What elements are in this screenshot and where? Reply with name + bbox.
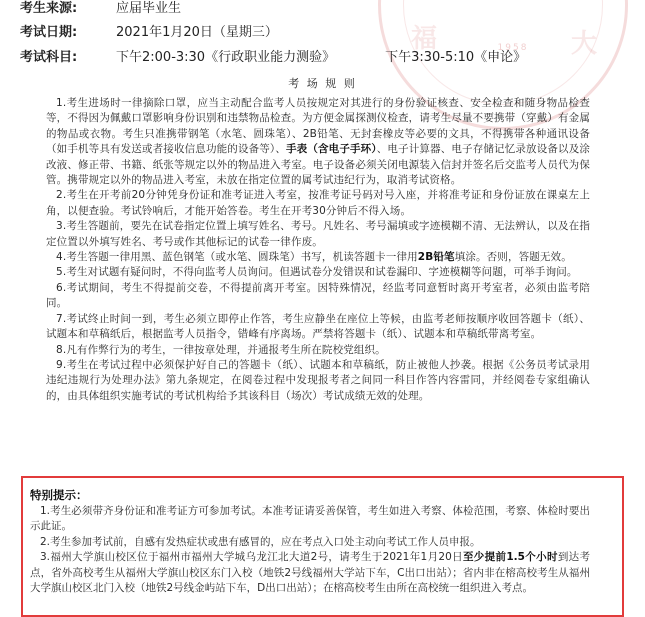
rule-text: 、电子计算器、电子存储记忆录放设备以及涂改液、修正带、书籍、纸张等规定以外的物品进入考室。电子设备必须关闭电源装入信封并签名后交监考人员代为保管。携带规定以外的物品进入考室，未放在指定位置的属考试违纪行为，取消考试资格。 bbox=[46, 143, 591, 187]
candidate-source-row bbox=[20, 0, 181, 18]
special-notice-title: 特别提示： bbox=[30, 488, 88, 502]
special-notice-list bbox=[30, 504, 590, 596]
rule-item bbox=[46, 250, 590, 265]
exam-room-rules bbox=[46, 96, 590, 404]
rule-item bbox=[46, 96, 590, 188]
rule-emphasis: 手表（含电子手环） bbox=[286, 143, 377, 156]
rule-item: 7.考试终止时间一到，考生必须立即停止作答，考生应静坐在座位上等候，由监考老师按顺序收回答题卡（纸）、试题本和草稿纸后，根据监考人员指令，错峰有序离场。严禁将答题卡（纸）、试题本和草稿纸带离考室。 bbox=[46, 312, 590, 341]
exam-subject-label: 考试科目: bbox=[20, 50, 78, 65]
rule-item: 9.考生在考试过程中必须保护好自己的答题卡（纸）、试题本和草稿纸，防止被他人抄袭。根据《公务员考试录用违纪违规行为处理办法》第九条规定，在阅卷过程中发现报考者之间同一科目作答内容雷同，并经阅卷专家组确认的，由具体组织实施考试的考试机构给予其该科目（场次）考试成绩无效的处理。 bbox=[46, 358, 590, 402]
notice-emphasis: 至少提前1.5个小时 bbox=[462, 551, 558, 564]
notice-item: 2.考生参加考试前，自感有发热症状或患有感冒的，应在考点入口处主动向考试工作人员申报。 bbox=[40, 535, 481, 548]
notice-item: 1.考生必须带齐身份证和准考证方可参加考试。本准考证请妥善保管，考生如进入考察、体检范围，考察、体检时要出示此证。 bbox=[30, 505, 590, 533]
exam-date-label: 考试日期: bbox=[20, 25, 78, 40]
rule-item: 2.考生在开考前20分钟凭身份证和准考证进入考室，按准考证号码对号入座，并将准考证和身份证放在课桌左上角，以便查验。考试铃响后，才能开始答卷。考生在开考30分钟后不得入场。 bbox=[46, 189, 590, 217]
rule-item: 6.考试期间，考生不得提前交卷，不得提前离开考室。因特殊情况，经监考同意暂时离开考室者，必须由监考陪同。 bbox=[46, 281, 590, 310]
rule-item: 3.考生答题前，要先在试卷指定位置上填写姓名、考号。凡姓名、考号漏填或字迹模糊不清、无法辨认，以及在指定位置以外填写姓名、考号或作其他标记的试卷一律作废。 bbox=[46, 220, 590, 248]
rules-title: 考 场 规 则 bbox=[288, 77, 357, 90]
rule-text: 填涂。否则，答题无效。 bbox=[454, 251, 572, 264]
exam-date-row bbox=[20, 24, 278, 42]
seal-glyph: 福 bbox=[411, 24, 438, 54]
exam-subject-value-2: 下午3:30-5:10《申论》 bbox=[385, 50, 527, 65]
seal-year: 1958 bbox=[497, 43, 529, 53]
notice-text: 到达考点，省外高校考生从福州大学旗山校区东门入校（地铁2号线福州大学站下车，C出口出站）；省内非在榕高校考生从福州大学旗山校区北门入校（地铁2号线金屿站下车，D出口出站）；在榕高校考生由所在高校统一组织进入考点。 bbox=[30, 551, 590, 595]
exam-subject-row bbox=[20, 49, 526, 67]
rule-emphasis: 2B铅笔 bbox=[417, 251, 455, 264]
rule-item: 8.凡有作弊行为的考生，一律按章处理，并通报考生所在院校党组织。 bbox=[56, 343, 386, 356]
rule-text: 4.考生答题一律用黑、蓝色钢笔（或水笔、圆珠笔）书写，机读答题卡一律用 bbox=[56, 251, 418, 264]
seal-glyph: 大 bbox=[571, 29, 598, 59]
candidate-source-value: 应届毕业生 bbox=[116, 1, 182, 16]
rule-item: 5.考生对试题有疑问时，不得向监考人员询问。但遇试卷分发错误和试卷漏印、字迹模糊等问题，可举手询问。 bbox=[56, 266, 578, 279]
exam-date-value: 2021年1月20日（星期三） bbox=[116, 25, 278, 40]
exam-subject-value-1: 下午2:00-3:30《行政职业能力测验》 bbox=[116, 50, 336, 65]
rule-text: 1.考生进场时一律摘除口罩，应当主动配合监考人员按规定对其进行的身份验证核查、安全检查和随身物品检查等，不得因为佩戴口罩影响身份识别和违禁物品检查。为方便金属探测仪检查，请考生尽量不要携带（穿戴）有金属的物品或衣物。考生只准携带钢笔（水笔、圆珠笔）、2B铅笔、无封套橡皮等必要的文具，不得携带各种通讯设备（如手机等具有发送或者接收信息功能的设备等）、 bbox=[46, 97, 590, 156]
notice-item bbox=[30, 550, 590, 596]
candidate-source-label: 考生来源: bbox=[20, 1, 78, 16]
notice-text: 3.福州大学旗山校区位于福州市福州大学城乌龙江北大道2号，请考生于2021年1月20日 bbox=[40, 551, 463, 564]
